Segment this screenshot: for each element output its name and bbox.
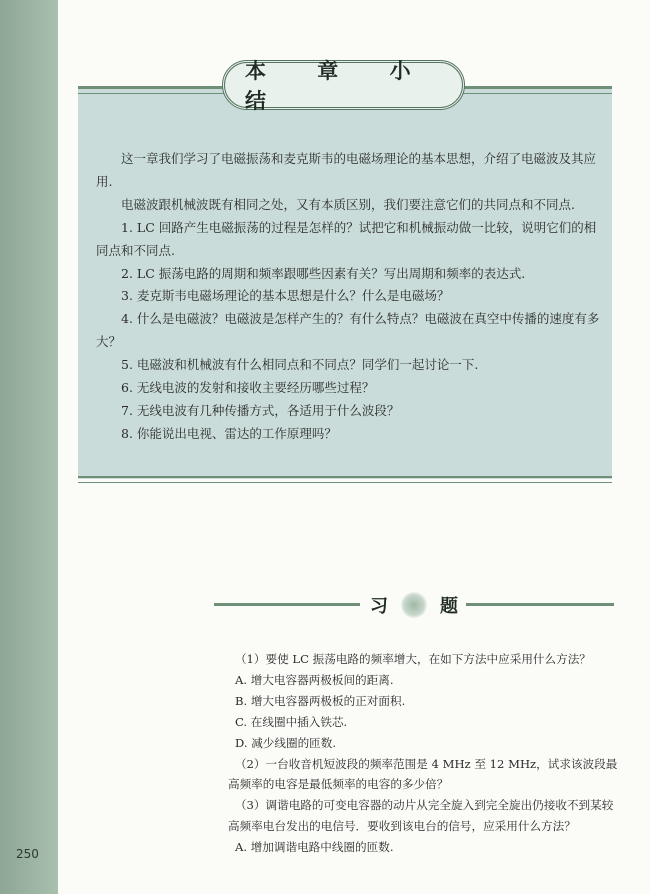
page-number: 250: [16, 847, 39, 861]
exercise-question: （2）一台收音机短波段的频率范围是 4 MHz 至 12 MHz，试求该波段最高频率的电容是最低频率的电容的多少倍？: [228, 756, 618, 792]
exercises-rule-left: [214, 603, 360, 606]
summary-question: 5. 电磁波和机械波有什么相同点和不同点？同学们一起讨论一下.: [121, 357, 479, 373]
exercises-title-char: 习: [370, 596, 388, 617]
exercises-text: [228, 649, 620, 858]
summary-question: 3. 麦克斯韦电磁场理论的基本思想是什么？什么是电磁场？: [121, 288, 450, 304]
exercises-title: [364, 590, 464, 620]
summary-question: 7. 无线电波有几种传播方式，各适用于什么波段？: [121, 402, 400, 418]
summary-bottom-rule: [78, 476, 612, 483]
exercise-option: B. 增大电容器两极板的正对面积.: [234, 693, 406, 708]
summary-paragraph: 电磁波跟机械波既有相同之处，又有本质区别，我们要注意它们的共同点和不同点.: [121, 196, 575, 212]
exercises-rule-right: [466, 603, 614, 606]
exercises-header: [214, 590, 614, 620]
dot-ornament-icon: [401, 592, 427, 618]
chapter-summary-title: 本 章 小 结: [245, 59, 433, 113]
exercise-question: （3）调谐电路的可变电容器的动片从完全旋入到完全旋出仍接收不到某较高频率电台发出的电信号．要收到该电台的信号，应采用什么方法？: [228, 798, 614, 834]
page-side-strip: [0, 0, 58, 894]
exercise-question: （1）要使 LC 振荡电路的频率增大，在如下方法中应采用什么方法？: [234, 652, 591, 666]
chapter-summary-title-banner: [222, 59, 465, 113]
summary-question: 4. 什么是电磁波？电磁波是怎样产生的？有什么特点？电磁波在真空中传播的速度有多大？: [96, 311, 600, 350]
chapter-summary-text: [96, 148, 604, 446]
summary-question: 2. LC 振荡电路的周期和频率跟哪些因素有关？写出周期和频率的表达式.: [121, 265, 526, 281]
exercise-option: A. 增大电容器两极板间的距离.: [234, 672, 394, 687]
exercise-option: A. 增加调谐电路中线圈的匝数.: [234, 840, 394, 855]
summary-question: 1. LC 回路产生电磁振荡的过程是怎样的？试把它和机械振动做一比较，说明它们的相同点和不同点.: [96, 219, 597, 258]
exercise-option: D. 减少线圈的匝数.: [234, 735, 337, 750]
summary-question: 6. 无线电波的发射和接收主要经历哪些过程？: [121, 380, 375, 396]
exercise-option: C. 在线圈中插入铁芯.: [234, 714, 348, 729]
exercises-title-char: 题: [440, 596, 458, 617]
summary-paragraph: 这一章我们学习了电磁振荡和麦克斯韦的电磁场理论的基本思想，介绍了电磁波及其应用.: [96, 151, 597, 189]
summary-question: 8. 你能说出电视、雷达的工作原理吗？: [121, 425, 337, 441]
